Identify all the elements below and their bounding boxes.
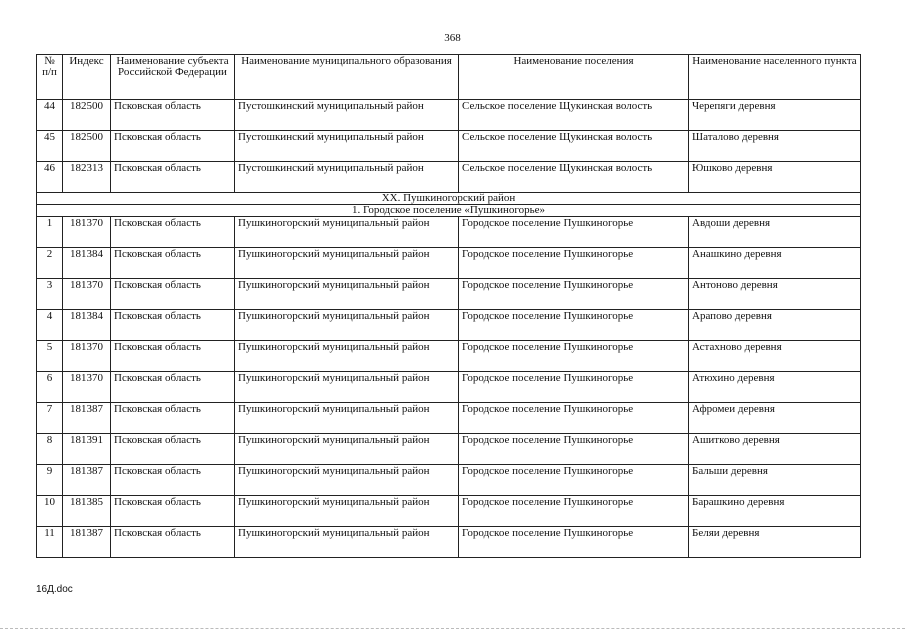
cell-settlement: Городское поселение Пушкиногорье bbox=[459, 403, 689, 434]
cell-settlement: Городское поселение Пушкиногорье bbox=[459, 279, 689, 310]
cell-subject: Псковская область bbox=[111, 131, 235, 162]
cell-municipality: Пушкиногорский муниципальный район bbox=[235, 403, 459, 434]
col-header-settlement: Наименование поселения bbox=[459, 55, 689, 100]
cell-municipality: Пушкиногорский муниципальный район bbox=[235, 310, 459, 341]
table-row bbox=[37, 217, 861, 248]
cell-municipality: Пушкиногорский муниципальный район bbox=[235, 217, 459, 248]
section-row-settlement bbox=[37, 205, 861, 217]
col-header-locality: Наименование населенного пункта bbox=[689, 55, 861, 100]
table-row bbox=[37, 279, 861, 310]
cell-settlement: Городское поселение Пушкиногорье bbox=[459, 465, 689, 496]
cell-locality: Юшково деревня bbox=[689, 162, 861, 193]
cell-subject: Псковская область bbox=[111, 217, 235, 248]
cell-locality: Шаталово деревня bbox=[689, 131, 861, 162]
cell-index: 181370 bbox=[63, 341, 111, 372]
cell-num: 46 bbox=[37, 162, 63, 193]
cell-index: 181370 bbox=[63, 279, 111, 310]
cell-index: 181384 bbox=[63, 248, 111, 279]
cell-locality: Антоново деревня bbox=[689, 279, 861, 310]
data-table bbox=[36, 54, 861, 558]
cell-num: 2 bbox=[37, 248, 63, 279]
cell-settlement: Городское поселение Пушкиногорье bbox=[459, 372, 689, 403]
page-number: 368 bbox=[444, 32, 461, 44]
table-row bbox=[37, 131, 861, 162]
table-row bbox=[37, 372, 861, 403]
cell-settlement: Сельское поселение Щукинская волость bbox=[459, 162, 689, 193]
cell-municipality: Пушкиногорский муниципальный район bbox=[235, 434, 459, 465]
section-district-title: XX. Пушкиногорский район bbox=[37, 193, 861, 205]
cell-num: 6 bbox=[37, 372, 63, 403]
cell-subject: Псковская область bbox=[111, 279, 235, 310]
cell-index: 181387 bbox=[63, 527, 111, 558]
cell-municipality: Пустошкинский муниципальный район bbox=[235, 131, 459, 162]
cell-locality: Арапово деревня bbox=[689, 310, 861, 341]
col-header-num: № п/п bbox=[37, 55, 63, 100]
table-row bbox=[37, 403, 861, 434]
scan-edge-line bbox=[0, 628, 905, 629]
table-row bbox=[37, 527, 861, 558]
cell-index: 181370 bbox=[63, 217, 111, 248]
cell-num: 10 bbox=[37, 496, 63, 527]
cell-num: 9 bbox=[37, 465, 63, 496]
table-row bbox=[37, 434, 861, 465]
cell-index: 182500 bbox=[63, 100, 111, 131]
col-header-index: Индекс bbox=[63, 55, 111, 100]
cell-municipality: Пушкиногорский муниципальный район bbox=[235, 279, 459, 310]
cell-num: 45 bbox=[37, 131, 63, 162]
cell-subject: Псковская область bbox=[111, 162, 235, 193]
cell-num: 3 bbox=[37, 279, 63, 310]
section-row-district bbox=[37, 193, 861, 205]
cell-subject: Псковская область bbox=[111, 496, 235, 527]
cell-subject: Псковская область bbox=[111, 100, 235, 131]
cell-index: 182500 bbox=[63, 131, 111, 162]
table-row bbox=[37, 100, 861, 131]
cell-locality: Беляи деревня bbox=[689, 527, 861, 558]
cell-subject: Псковская область bbox=[111, 434, 235, 465]
cell-index: 181384 bbox=[63, 310, 111, 341]
cell-subject: Псковская область bbox=[111, 248, 235, 279]
cell-subject: Псковская область bbox=[111, 341, 235, 372]
cell-index: 181370 bbox=[63, 372, 111, 403]
cell-municipality: Пушкиногорский муниципальный район bbox=[235, 372, 459, 403]
cell-municipality: Пушкиногорский муниципальный район bbox=[235, 341, 459, 372]
footer-filename: 16Д.doc bbox=[36, 584, 73, 595]
cell-settlement: Городское поселение Пушкиногорье bbox=[459, 434, 689, 465]
cell-municipality: Пушкиногорский муниципальный район bbox=[235, 496, 459, 527]
col-header-subject: Наименование субъекта Российской Федерации bbox=[111, 55, 235, 100]
cell-locality: Астахново деревня bbox=[689, 341, 861, 372]
cell-index: 181385 bbox=[63, 496, 111, 527]
cell-locality: Афромеи деревня bbox=[689, 403, 861, 434]
table-row bbox=[37, 310, 861, 341]
cell-subject: Псковская область bbox=[111, 527, 235, 558]
cell-index: 181391 bbox=[63, 434, 111, 465]
cell-locality: Анашкино деревня bbox=[689, 248, 861, 279]
cell-index: 182313 bbox=[63, 162, 111, 193]
cell-settlement: Городское поселение Пушкиногорье bbox=[459, 310, 689, 341]
cell-locality: Авдоши деревня bbox=[689, 217, 861, 248]
cell-municipality: Пустошкинский муниципальный район bbox=[235, 100, 459, 131]
section-settlement-title: 1. Городское поселение «Пушкиногорье» bbox=[37, 205, 861, 217]
cell-settlement: Сельское поселение Щукинская волость bbox=[459, 100, 689, 131]
cell-settlement: Городское поселение Пушкиногорье bbox=[459, 341, 689, 372]
cell-locality: Ашитково деревня bbox=[689, 434, 861, 465]
cell-subject: Псковская область bbox=[111, 403, 235, 434]
cell-municipality: Пушкиногорский муниципальный район bbox=[235, 527, 459, 558]
cell-num: 4 bbox=[37, 310, 63, 341]
cell-num: 5 bbox=[37, 341, 63, 372]
cell-locality: Бальши деревня bbox=[689, 465, 861, 496]
cell-municipality: Пушкиногорский муниципальный район bbox=[235, 248, 459, 279]
cell-num: 11 bbox=[37, 527, 63, 558]
table-row bbox=[37, 248, 861, 279]
cell-subject: Псковская область bbox=[111, 310, 235, 341]
table-row bbox=[37, 496, 861, 527]
cell-index: 181387 bbox=[63, 465, 111, 496]
cell-municipality: Пустошкинский муниципальный район bbox=[235, 162, 459, 193]
cell-settlement: Сельское поселение Щукинская волость bbox=[459, 131, 689, 162]
cell-settlement: Городское поселение Пушкиногорье bbox=[459, 217, 689, 248]
table-row bbox=[37, 465, 861, 496]
cell-locality: Барашкино деревня bbox=[689, 496, 861, 527]
cell-settlement: Городское поселение Пушкиногорье bbox=[459, 527, 689, 558]
col-header-municipality: Наименование муниципального образования bbox=[235, 55, 459, 100]
cell-subject: Псковская область bbox=[111, 372, 235, 403]
cell-locality: Черепяги деревня bbox=[689, 100, 861, 131]
cell-subject: Псковская область bbox=[111, 465, 235, 496]
cell-num: 8 bbox=[37, 434, 63, 465]
cell-num: 1 bbox=[37, 217, 63, 248]
cell-index: 181387 bbox=[63, 403, 111, 434]
table-row bbox=[37, 341, 861, 372]
table-row bbox=[37, 162, 861, 193]
header-row bbox=[37, 55, 861, 100]
cell-municipality: Пушкиногорский муниципальный район bbox=[235, 465, 459, 496]
cell-num: 7 bbox=[37, 403, 63, 434]
cell-settlement: Городское поселение Пушкиногорье bbox=[459, 248, 689, 279]
cell-locality: Атюхино деревня bbox=[689, 372, 861, 403]
cell-num: 44 bbox=[37, 100, 63, 131]
cell-settlement: Городское поселение Пушкиногорье bbox=[459, 496, 689, 527]
